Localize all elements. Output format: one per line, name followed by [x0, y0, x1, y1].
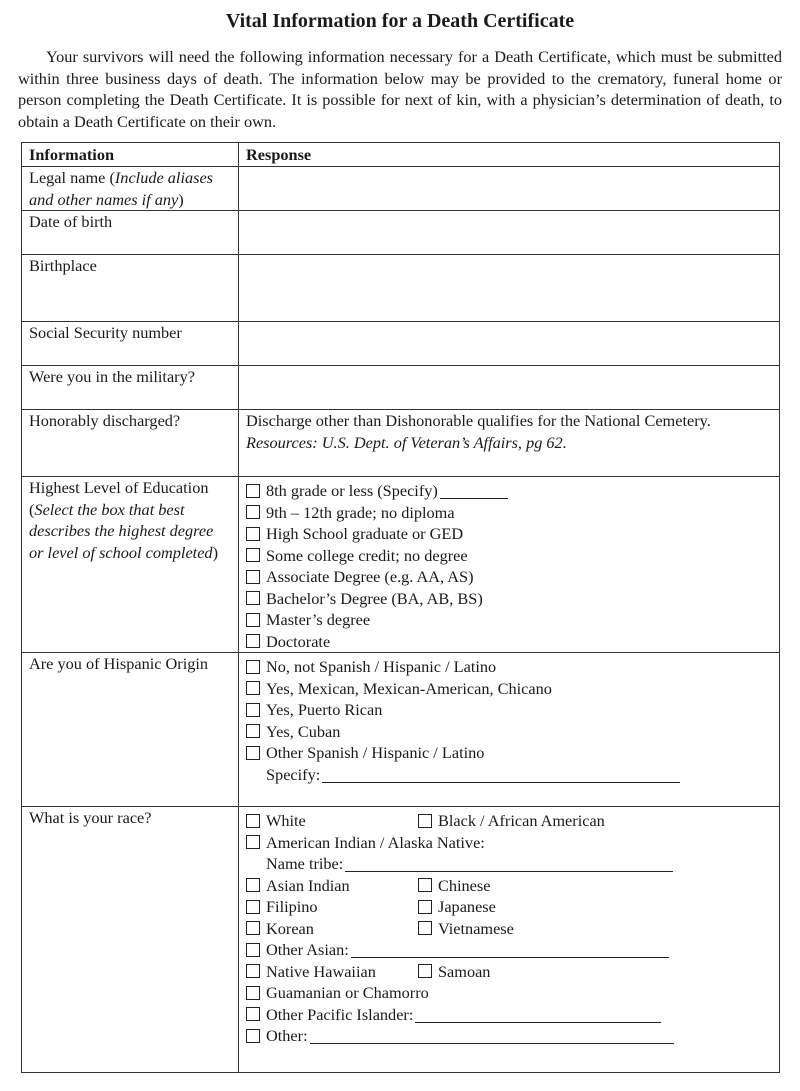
- checkbox[interactable]: [246, 634, 260, 648]
- row-ssn: [22, 322, 780, 366]
- checkbox[interactable]: [246, 986, 260, 1000]
- row-education: [22, 477, 780, 653]
- other-pacific-line[interactable]: [415, 1006, 661, 1023]
- response-education: [239, 477, 780, 653]
- hispanic-option: Yes, Puerto Rican: [246, 699, 772, 721]
- hispanic-option: Yes, Mexican, Mexican-American, Chicano: [246, 678, 772, 700]
- row-dob: [22, 211, 780, 255]
- tribe-line[interactable]: [345, 855, 673, 872]
- race-option: Filipino: [246, 896, 418, 918]
- race-row: [246, 918, 772, 940]
- race-option: Other:: [246, 1025, 772, 1047]
- education-option: 8th grade or less (Specify): [246, 480, 772, 502]
- label-discharged: Honorably discharged?: [22, 410, 239, 477]
- checkbox[interactable]: [418, 878, 432, 892]
- vital-info-table: [21, 142, 780, 1073]
- checkbox[interactable]: [246, 484, 260, 498]
- row-legal-name: [22, 167, 780, 211]
- checkbox[interactable]: [246, 1029, 260, 1043]
- race-option: White: [246, 810, 418, 832]
- response-hispanic: [239, 653, 780, 807]
- label-military: Were you in the military?: [22, 366, 239, 410]
- checkbox[interactable]: [246, 900, 260, 914]
- checkbox[interactable]: [418, 921, 432, 935]
- specify-line[interactable]: [440, 482, 508, 499]
- response-ssn[interactable]: [239, 322, 780, 366]
- checkbox[interactable]: [246, 921, 260, 935]
- checkbox[interactable]: [246, 591, 260, 605]
- checkbox[interactable]: [246, 724, 260, 738]
- hispanic-option: Other Spanish / Hispanic / Latino: [246, 742, 772, 764]
- race-option: Guamanian or Chamorro: [246, 982, 772, 1004]
- race-row: [246, 810, 772, 832]
- response-race: [239, 807, 780, 1073]
- race-option: Other Pacific Islander:: [246, 1004, 772, 1026]
- row-military: [22, 366, 780, 410]
- education-option: Associate Degree (e.g. AA, AS): [246, 566, 772, 588]
- checkbox[interactable]: [246, 878, 260, 892]
- label-legal-name: Legal name (Include aliases and other names if any): [22, 167, 239, 211]
- response-birthplace[interactable]: [239, 255, 780, 322]
- checkbox[interactable]: [246, 703, 260, 717]
- checkbox[interactable]: [246, 681, 260, 695]
- education-option: Bachelor’s Degree (BA, AB, BS): [246, 588, 772, 610]
- header-information: Information: [22, 143, 239, 167]
- specify-line[interactable]: [322, 766, 680, 783]
- education-option: Master’s degree: [246, 609, 772, 631]
- education-option: 9th – 12th grade; no diploma: [246, 502, 772, 524]
- label-hispanic: Are you of Hispanic Origin: [22, 653, 239, 807]
- checkbox[interactable]: [246, 964, 260, 978]
- race-row: [246, 875, 772, 897]
- checkbox[interactable]: [246, 505, 260, 519]
- checkbox[interactable]: [246, 746, 260, 760]
- response-legal-name[interactable]: [239, 167, 780, 211]
- checkbox[interactable]: [246, 613, 260, 627]
- other-asian-line[interactable]: [351, 941, 669, 958]
- checkbox[interactable]: [246, 527, 260, 541]
- label-education: Highest Level of Education (Select the box that best describes the highest degree or level of school completed): [22, 477, 239, 653]
- row-discharged: [22, 410, 780, 477]
- label-race: What is your race?: [22, 807, 239, 1073]
- response-discharged: [239, 410, 780, 477]
- row-hispanic: [22, 653, 780, 807]
- checkbox[interactable]: [418, 964, 432, 978]
- race-option: Asian Indian: [246, 875, 418, 897]
- hispanic-specify: Specify:: [246, 764, 772, 786]
- checkbox[interactable]: [418, 814, 432, 828]
- hispanic-option: No, not Spanish / Hispanic / Latino: [246, 656, 772, 678]
- checkbox[interactable]: [418, 900, 432, 914]
- intro-paragraph: Your survivors will need the following information necessary for a Death Certificate, which must be submitted within three business days of death. The information below may be provided to the crematory, funeral home or person completing the Death Certificate. It is possible for next of kin, with a physician’s determination of death, to obtain a Death Certificate on their own.: [18, 47, 782, 131]
- race-option: Samoan: [418, 961, 490, 983]
- discharge-note: Discharge other than Dishonorable qualifies for the National Cemetery.: [246, 411, 711, 430]
- row-race: [22, 807, 780, 1073]
- race-option: American Indian / Alaska Native:: [246, 832, 772, 854]
- race-option: Japanese: [418, 896, 496, 918]
- checkbox[interactable]: [246, 570, 260, 584]
- race-option: Native Hawaiian: [246, 961, 418, 983]
- response-dob[interactable]: [239, 211, 780, 255]
- other-line[interactable]: [310, 1027, 674, 1044]
- checkbox[interactable]: [246, 943, 260, 957]
- race-option: Black / African American: [418, 810, 605, 832]
- discharge-resources: Resources: U.S. Dept. of Veteran’s Affairs, pg 62.: [246, 432, 567, 452]
- education-option: Doctorate: [246, 631, 772, 653]
- race-option: Chinese: [418, 875, 490, 897]
- race-option: Other Asian:: [246, 939, 772, 961]
- header-row: [22, 143, 780, 167]
- checkbox[interactable]: [246, 814, 260, 828]
- education-option: Some college credit; no degree: [246, 545, 772, 567]
- checkbox[interactable]: [246, 548, 260, 562]
- race-option: Korean: [246, 918, 418, 940]
- checkbox[interactable]: [246, 835, 260, 849]
- race-row: [246, 896, 772, 918]
- race-option: Vietnamese: [418, 918, 514, 940]
- race-tribe: Name tribe:: [246, 853, 772, 875]
- label-ssn: Social Security number: [22, 322, 239, 366]
- checkbox[interactable]: [246, 660, 260, 674]
- response-military[interactable]: [239, 366, 780, 410]
- label-birthplace: Birthplace: [22, 255, 239, 322]
- row-birthplace: [22, 255, 780, 322]
- checkbox[interactable]: [246, 1007, 260, 1021]
- label-dob: Date of birth: [22, 211, 239, 255]
- page-title: Vital Information for a Death Certificate: [225, 10, 575, 32]
- header-response: Response: [239, 143, 780, 167]
- hispanic-option: Yes, Cuban: [246, 721, 772, 743]
- race-row: [246, 961, 772, 983]
- education-option: High School graduate or GED: [246, 523, 772, 545]
